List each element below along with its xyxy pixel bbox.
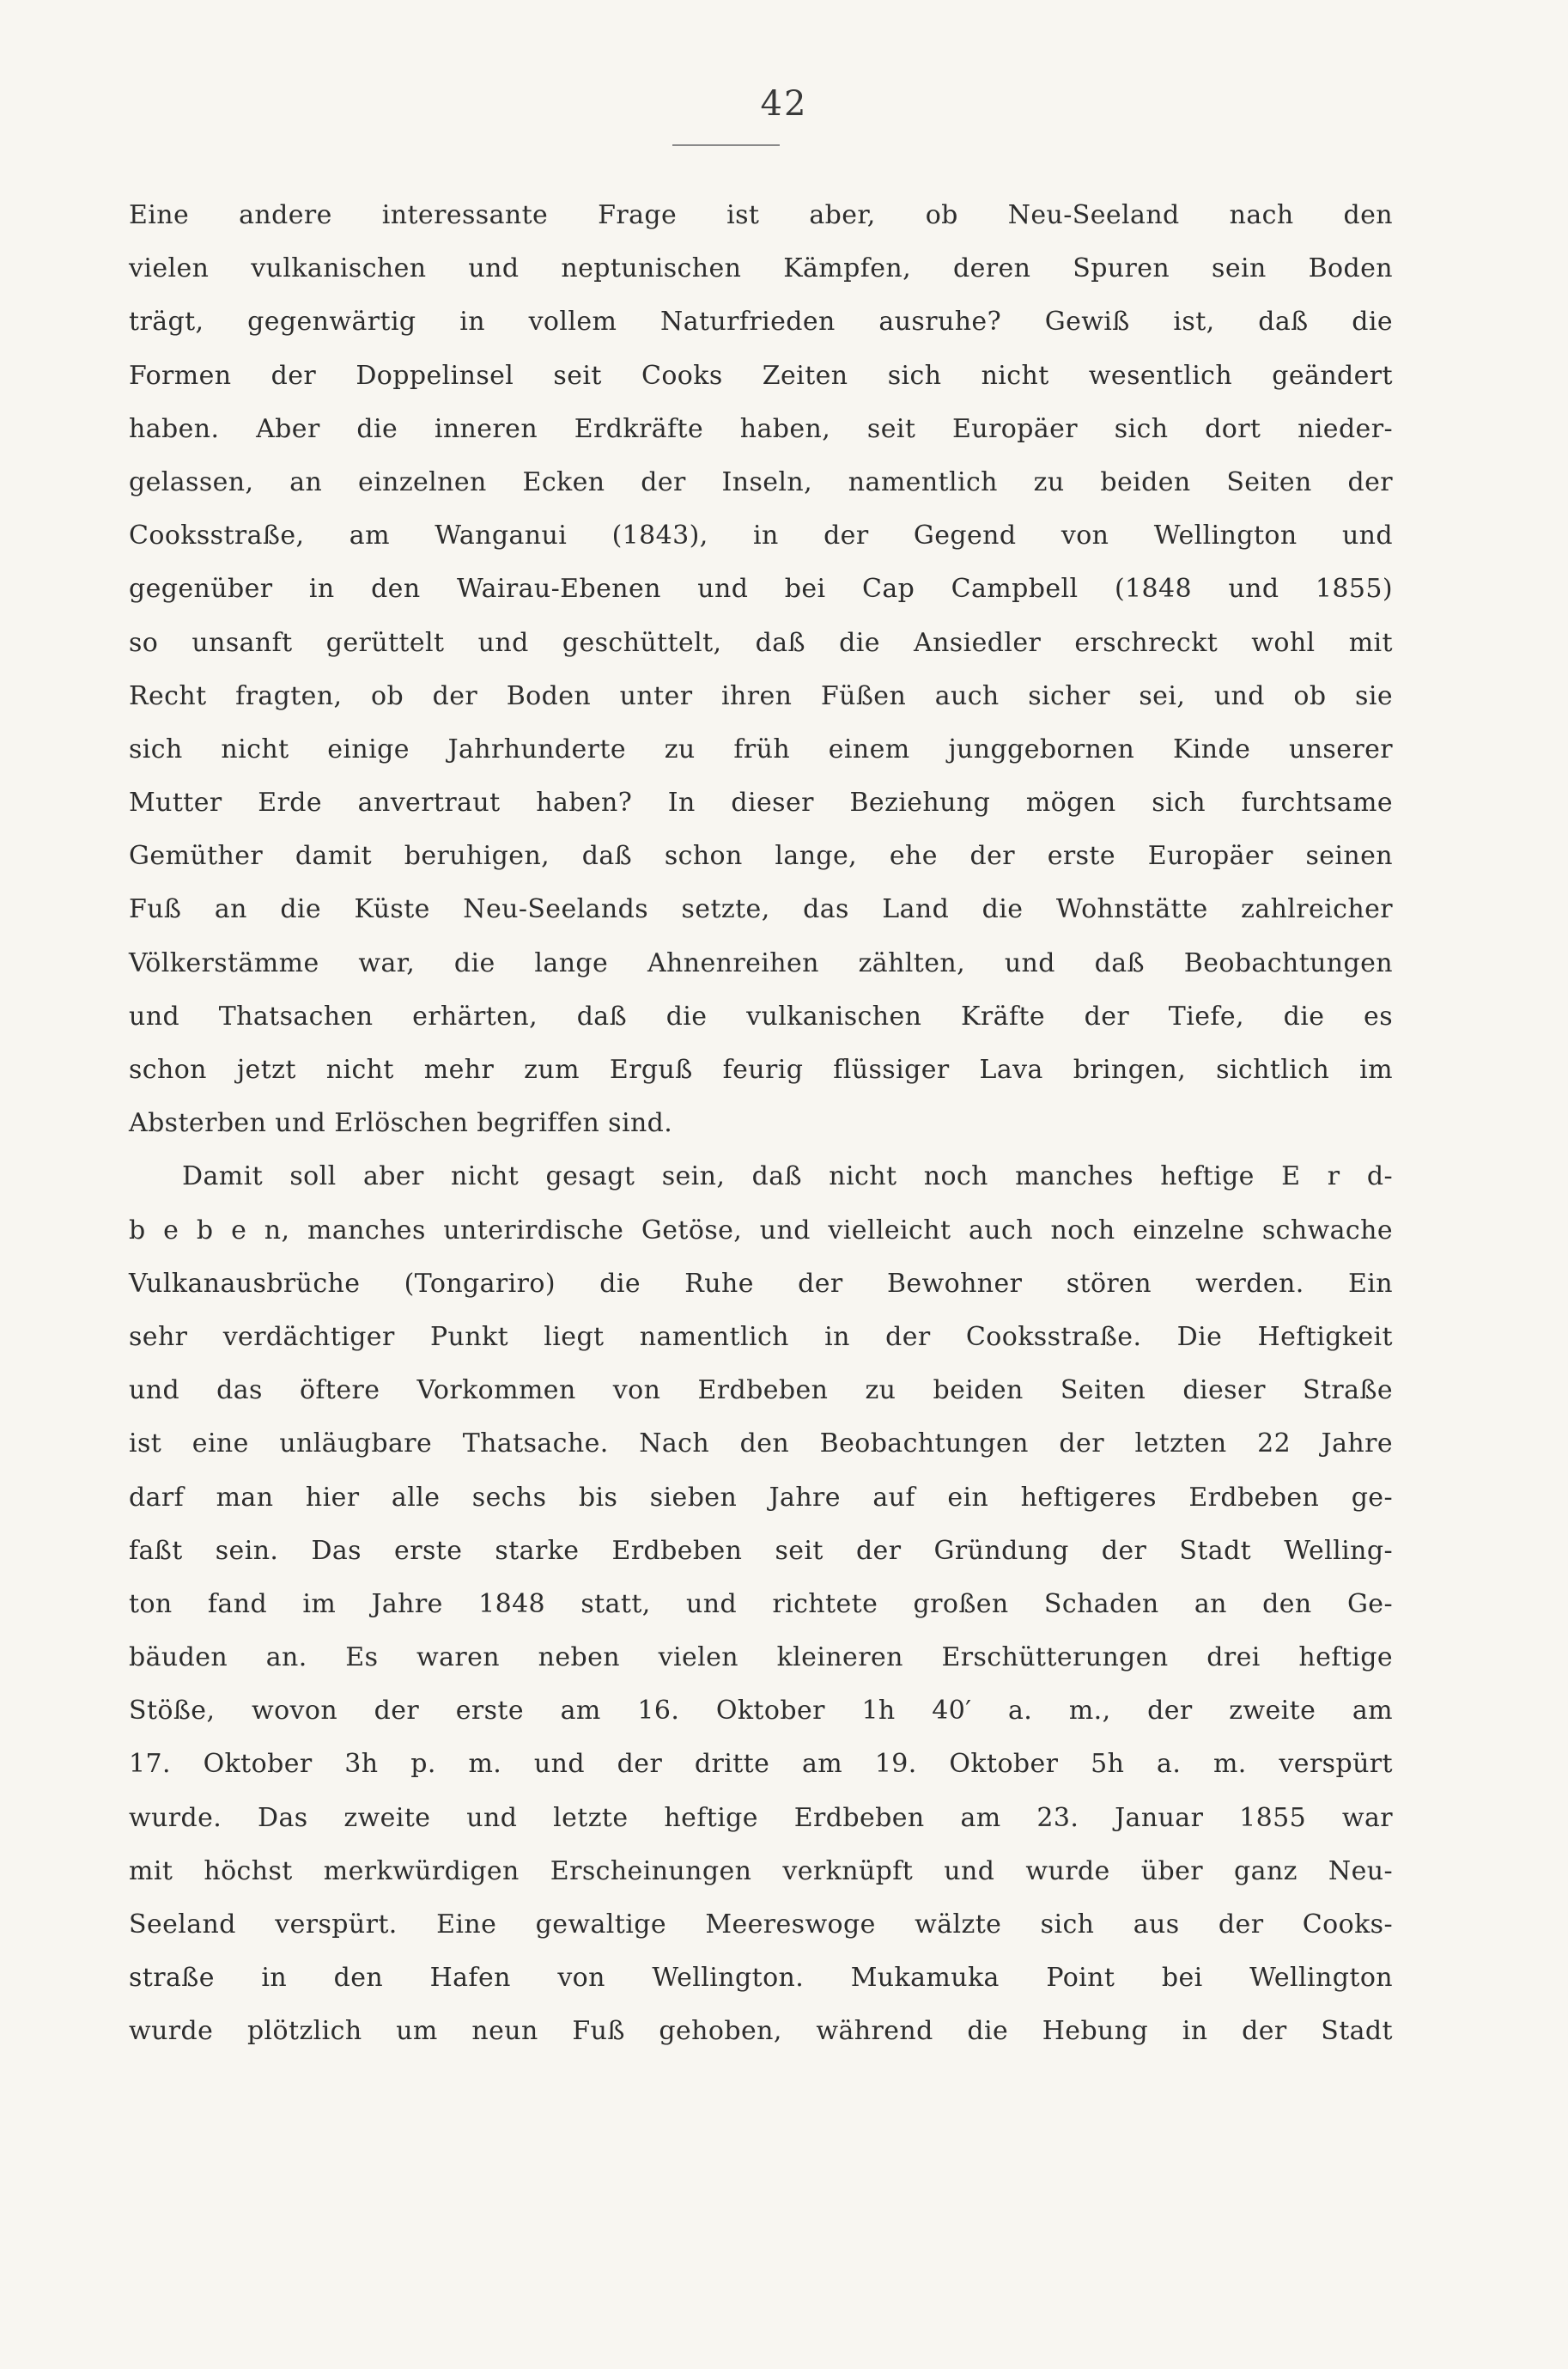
text-line: trägt, gegenwärtig in vollem Naturfrieden ausruhe? Gewiß ist, daß die — [129, 307, 1393, 338]
text-line: ton fand im Jahre 1848 statt, und richtete großen Schaden an den Ge- — [129, 1588, 1393, 1619]
text-line: faßt sein. Das erste starke Erdbeben seit der Gründung der Stadt Welling- — [129, 1535, 1393, 1566]
text-line: 17. Oktober 3h p. m. und der dritte am 19. Oktober 5h a. m. verspürt — [129, 1749, 1393, 1780]
text-line: gelassen, an einzelnen Ecken der Inseln, namentlich zu beiden Seiten der — [129, 466, 1393, 497]
text-line: und das öftere Vorkommen von Erdbeben zu beiden Seiten dieser Straße — [129, 1375, 1393, 1406]
text-line: wurde. Das zweite und letzte heftige Erdbeben am 23. Januar 1855 war — [129, 1802, 1393, 1833]
text-line: schon jetzt nicht mehr zum Erguß feurig flüssiger Lava bringen, sichtlich im — [129, 1055, 1393, 1085]
body-text — [129, 189, 1393, 2059]
header-rule — [672, 144, 780, 146]
text-line: Formen der Doppelinsel seit Cooks Zeiten sich nicht wesentlich geändert — [129, 360, 1393, 391]
text-line: gegenüber in den Wairau-Ebenen und bei Cap Campbell (1848 und 1855) — [129, 574, 1393, 605]
text-line: straße in den Hafen von Wellington. Mukamuka Point bei Wellington — [129, 1963, 1393, 1994]
page-number: 42 — [760, 84, 808, 124]
text-line: Recht fragten, ob der Boden unter ihren Füßen auch sicher sei, und ob sie — [129, 680, 1393, 711]
text-line: bäuden an. Es waren neben vielen kleineren Erschütterungen drei heftige — [129, 1642, 1393, 1673]
text-line: ist eine unläugbare Thatsache. Nach den Beobachtungen der letzten 22 Jahre — [129, 1428, 1393, 1459]
text-line: darf man hier alle sechs bis sieben Jahre auf ein heftigeres Erdbeben ge- — [129, 1482, 1393, 1513]
text-line: und Thatsachen erhärten, daß die vulkanischen Kräfte der Tiefe, die es — [129, 1001, 1393, 1032]
text-line: Stöße, wovon der erste am 16. Oktober 1h 40′ a. m., der zweite am — [129, 1696, 1393, 1727]
text-line: Damit soll aber nicht gesagt sein, daß nicht noch manches heftige E r d- — [182, 1161, 1393, 1192]
text-line: Cooksstraße, am Wanganui (1843), in der Gegend von Wellington und — [129, 521, 1393, 551]
text-line: Gemüther damit beruhigen, daß schon lange, ehe der erste Europäer seinen — [129, 841, 1393, 872]
text-line: sehr verdächtiger Punkt liegt namentlich in der Cooksstraße. Die Heftigkeit — [129, 1321, 1393, 1352]
text-line: Absterben und Erlöschen begriffen sind. — [129, 1108, 673, 1139]
text-line: b e b e n, manches unterirdische Getöse, und vielleicht auch noch einzelne schwache — [129, 1215, 1393, 1245]
text-line: sich nicht einige Jahrhunderte zu früh einem junggebornen Kinde unserer — [129, 734, 1393, 764]
text-line: Eine andere interessante Frage ist aber, ob Neu-Seeland nach den — [129, 200, 1393, 230]
text-line: haben. Aber die inneren Erdkräfte haben, seit Europäer sich dort nieder- — [129, 413, 1393, 444]
text-line: mit höchst merkwürdigen Erscheinungen verknüpft und wurde über ganz Neu- — [129, 1855, 1393, 1886]
text-line: wurde plötzlich um neun Fuß gehoben, während die Hebung in der Stadt — [129, 2016, 1393, 2047]
text-line: Seeland verspürt. Eine gewaltige Meereswoge wälzte sich aus der Cooks- — [129, 1909, 1393, 1940]
text-line: so unsanft gerüttelt und geschüttelt, daß die Ansiedler erschreckt wohl mit — [129, 627, 1393, 658]
text-line: vielen vulkanischen und neptunischen Kämpfen, deren Spuren sein Boden — [129, 253, 1393, 284]
text-line: Vulkanausbrüche (Tongariro) die Ruhe der Bewohner stören werden. Ein — [129, 1268, 1393, 1299]
text-line: Völkerstämme war, die lange Ahnenreihen zählten, und daß Beobachtungen — [129, 947, 1393, 978]
text-line: Fuß an die Küste Neu-Seelands setzte, das Land die Wohnstätte zahlreicher — [129, 894, 1393, 925]
text-line: Mutter Erde anvertraut haben? In dieser Beziehung mögen sich furchtsame — [129, 788, 1393, 819]
